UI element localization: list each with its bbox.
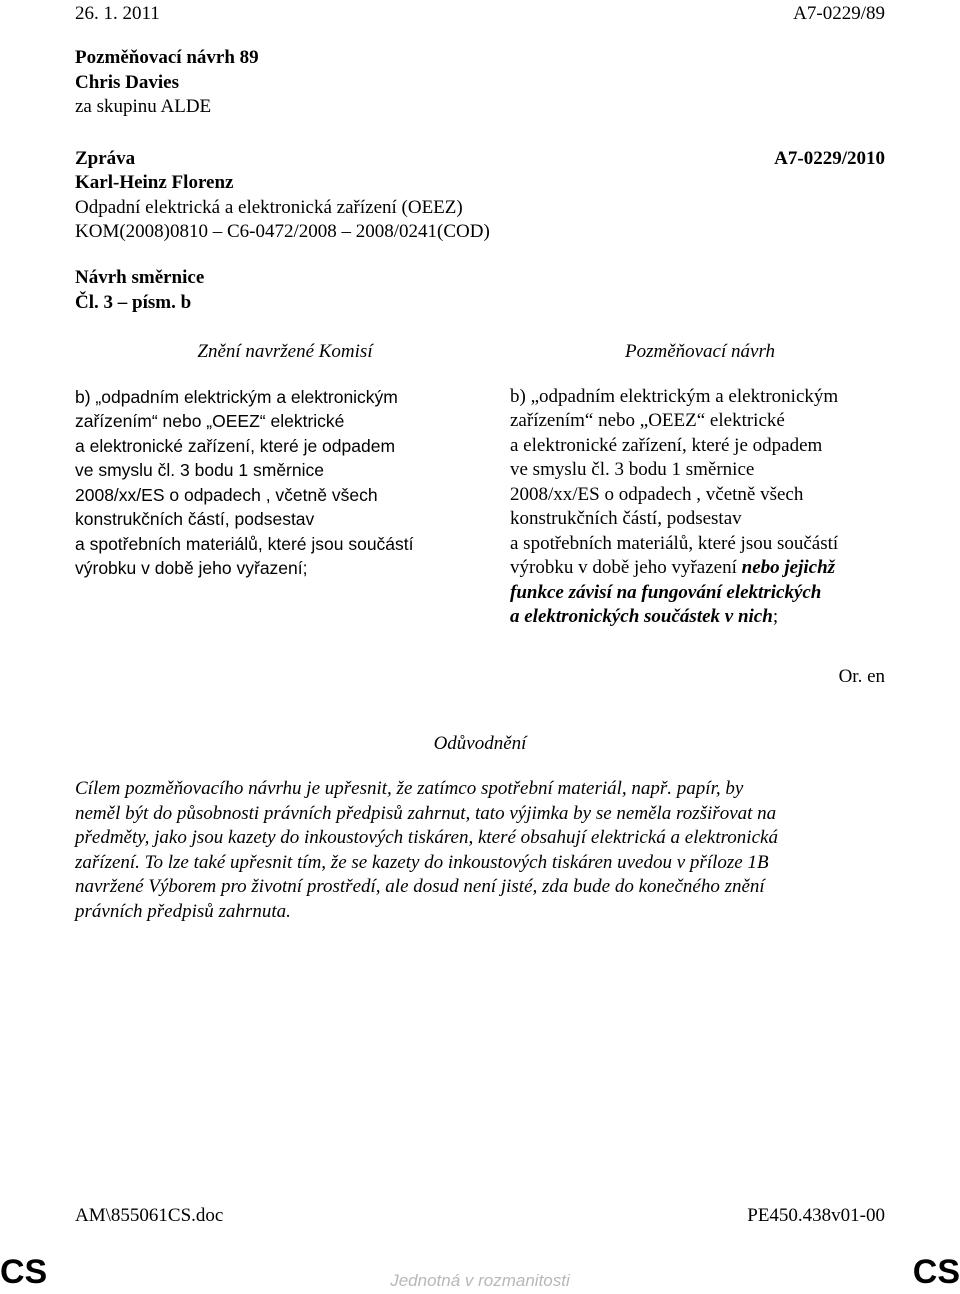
- document-date: 26. 1. 2011: [75, 3, 160, 24]
- amendment-text-plain: výrobku v době jeho vyřazení: [510, 557, 742, 578]
- amendment-author: Chris Davies: [75, 71, 179, 93]
- commission-text-line: zařízením“ nebo „OEEZ“ elektrické: [75, 411, 345, 431]
- procedure-reference: KOM(2008)0810 – C6-0472/2008 – 2008/0241(COD): [75, 221, 490, 242]
- amendment-text-column: [485, 340, 915, 630]
- justification-heading-text: Odůvodnění: [433, 733, 527, 754]
- amendment-group: za skupinu ALDE: [75, 96, 212, 117]
- report-subject: Odpadní elektrická a elektronická zařízení (OEEZ): [75, 196, 463, 218]
- commission-text-line: konstrukčních částí, podsestav: [75, 509, 315, 529]
- amendment-text-line: 2008/xx/ES o odpadech , včetně všech: [510, 483, 804, 505]
- page-footer: [75, 1204, 885, 1229]
- commission-text-line: a elektronické zařízení, které je odpadem: [75, 435, 396, 456]
- eu-motto: Jednotná v rozmanitosti: [390, 1271, 570, 1290]
- amendment-title: Pozměňovací návrh 89: [75, 47, 259, 68]
- page-header: [75, 2, 885, 27]
- proposal-reference: [75, 266, 204, 315]
- document-reference: A7-0229/89: [793, 3, 885, 24]
- rapporteur: Karl-Heinz Florenz: [75, 172, 234, 193]
- commission-text-column: [75, 340, 495, 581]
- language-code-right: CS: [912, 1253, 960, 1291]
- report-reference: A7-0229/2010: [774, 148, 885, 169]
- amendment-text-line: [510, 556, 915, 581]
- amendment-text-line: konstrukčních částí, podsestav: [510, 508, 742, 529]
- amendment-added-text: funkce závisí na fungování elektrických: [510, 581, 822, 603]
- amendment-block: [75, 46, 259, 120]
- justification-body: [75, 777, 778, 924]
- amendment-added-text: a elektronických součástek v nich: [510, 606, 773, 627]
- justification-line: navržené Výborem pro životní prostředí, ale dosud není jisté, zda bude do konečného znění: [75, 876, 765, 897]
- amendment-text-line: b) „odpadním elektrickým a elektronickým: [510, 385, 839, 407]
- language-code-left: CS: [0, 1253, 48, 1291]
- amendment-text-line: [510, 605, 915, 630]
- proposal-article: Čl. 3 – písm. b: [75, 291, 192, 313]
- justification-line: neměl být do působnosti právních předpisů zahrnut, tato výjimka by se neměla rozšiřovat na: [75, 802, 777, 824]
- justification-line: předměty, jako jsou kazety do inkoustových tiskáren, které obsahují elektrická a elektronická: [75, 827, 778, 848]
- commission-text-line: výrobku v době jeho vyřazení;: [75, 558, 308, 578]
- commission-text-line: b) „odpadním elektrickým a elektronickým: [75, 386, 398, 407]
- commission-text-line: a spotřebních materiálů, které jsou součástí: [75, 533, 414, 554]
- amendment-text-line: zařízením“ nebo „OEEZ“ elektrické: [510, 410, 785, 431]
- commission-text-body: [75, 385, 495, 581]
- amendment-text-line: a spotřebních materiálů, které jsou součástí: [510, 532, 839, 554]
- commission-text-heading: Znění navržené Komisí: [197, 341, 373, 362]
- report-line: [75, 147, 885, 172]
- report-label: Zpráva: [75, 148, 136, 169]
- amendment-text-line: ve smyslu čl. 3 bodu 1 směrnice: [510, 459, 755, 480]
- justification-line: Cílem pozměňovacího návrhu je upřesnit, že zatímco spotřební materiál, např. papír, by: [75, 778, 744, 799]
- amendment-text-line: a elektronické zařízení, které je odpadem: [510, 434, 823, 456]
- proposal-type: Návrh směrnice: [75, 267, 205, 288]
- amendment-text-heading: Pozměňovací návrh: [624, 341, 776, 362]
- pe-reference: PE450.438v01-00: [747, 1205, 885, 1226]
- justification-heading: [0, 732, 960, 757]
- amendment-text-body: [485, 385, 915, 630]
- original-language: Or. en: [838, 666, 885, 687]
- commission-text-line: ve smyslu čl. 3 bodu 1 směrnice: [75, 460, 324, 480]
- amendment-text-end: ;: [772, 606, 779, 627]
- commission-text-line: 2008/xx/ES o odpadech , včetně všech: [75, 484, 378, 505]
- document-filename: AM\855061CS.doc: [75, 1205, 224, 1226]
- justification-line: zařízení. To lze také upřesnit tím, že se kazety do inkoustových tiskáren uvedou v příloze 1B: [75, 851, 769, 873]
- justification-line: právních předpisů zahrnuta.: [75, 900, 291, 922]
- amendment-added-text: nebo jejichž: [741, 557, 836, 578]
- report-details: [75, 171, 490, 245]
